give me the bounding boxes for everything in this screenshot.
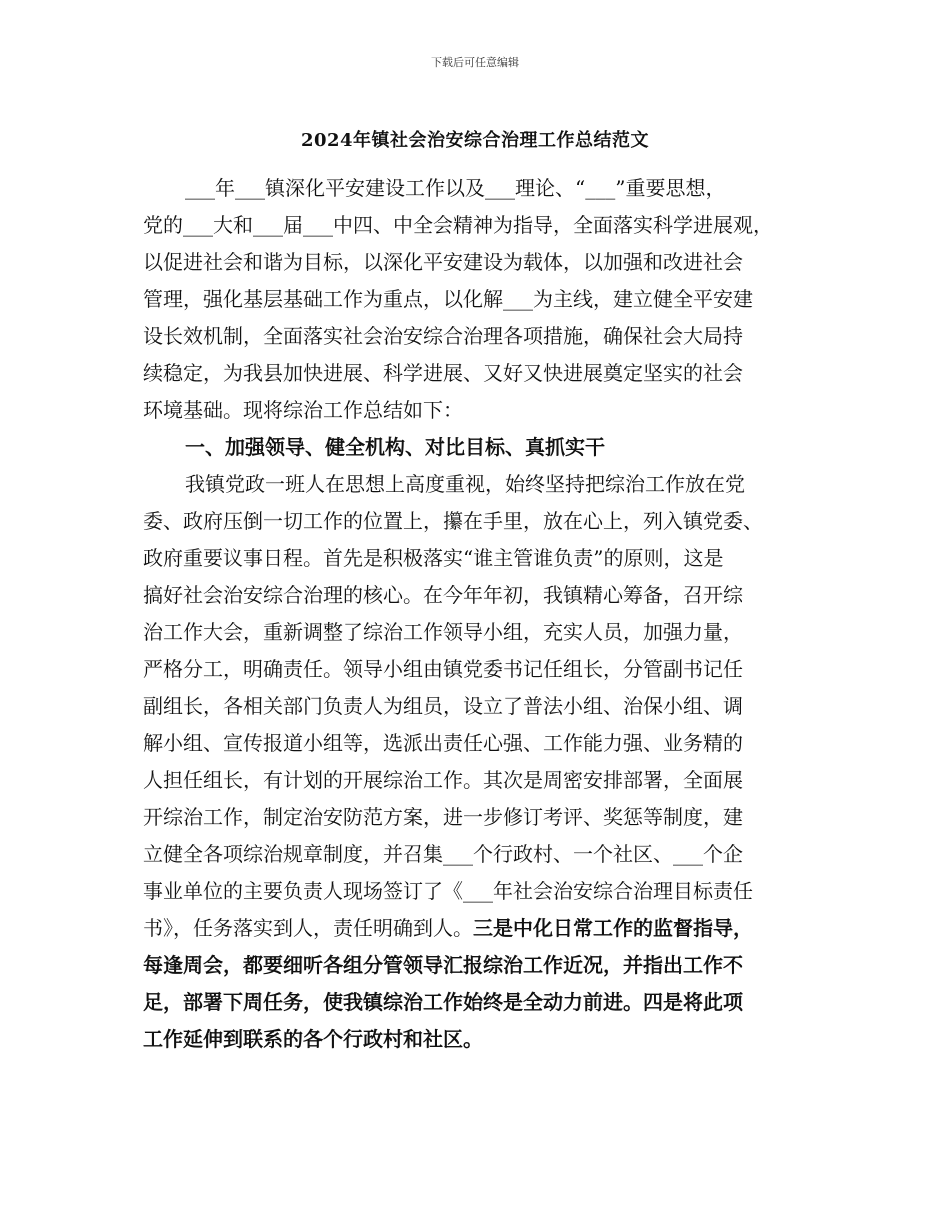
line-text: 立健全各项综治规章制度，并召集___个行政村、一个社区、___个企 — [143, 842, 743, 866]
line-text: 环境基础。现将综治工作总结如下： — [143, 398, 463, 422]
paragraph-line — [143, 836, 833, 873]
paragraph-line — [143, 799, 833, 836]
line-text: 严格分工，明确责任。领导小组由镇党委书记任组长，分管副书记任 — [143, 657, 743, 681]
paragraph-line — [143, 614, 833, 651]
line-text: ___年___镇深化平安建设工作以及___理论、“___”重要思想， — [185, 176, 726, 200]
line-text: 开综治工作，制定治安防范方案，进一步修订考评、奖惩等制度，建 — [143, 805, 743, 829]
paragraph-line — [143, 651, 833, 688]
paragraph-line — [143, 725, 833, 762]
paragraph-line — [143, 503, 833, 540]
document-body — [143, 170, 833, 1058]
line-bold-text: 工作延伸到联系的各个行政村和社区。 — [143, 1027, 483, 1051]
line-text: 续稳定，为我县加快进展、科学进展、又好又快进展奠定坚实的社会 — [143, 361, 743, 385]
paragraph-line — [143, 244, 833, 281]
line-text: 党的___大和___届___中四、中全会精神为指导，全面落实科学进展观， — [143, 213, 773, 237]
section-heading — [143, 429, 833, 466]
line-text: 政府重要议事日程。首先是积极落实“谁主管谁负责”的原则，这是 — [143, 546, 724, 570]
line-text: 设长效机制，全面落实社会治安综合治理各项措施，确保社会大局持 — [143, 324, 743, 348]
paragraph-line — [143, 466, 833, 503]
paragraph-line — [143, 873, 833, 910]
line-text: 以促进社会和谐为目标，以深化平安建设为载体，以加强和改进社会 — [143, 250, 743, 274]
line-text: 委、政府压倒一切工作的位置上，攥在手里，放在心上，列入镇党委、 — [143, 509, 763, 533]
line-bold-text: 足，部署下周任务，使我镇综治工作始终是全动力前进。四是将此项 — [143, 990, 743, 1014]
line-text: 书》，任务落实到人，责任明确到人。 — [143, 916, 473, 940]
paragraph-line — [143, 207, 833, 244]
paragraph-line — [143, 1021, 833, 1058]
paragraph-line — [143, 762, 833, 799]
line-text: 副组长，各相关部门负责人为组员，设立了普法小组、治保小组、调 — [143, 694, 743, 718]
document-title: 2024年镇社会治安综合治理工作总结范文 — [300, 130, 650, 151]
line-text: 人担任组长，有计划的开展综治工作。其次是周密安排部署，全面展 — [143, 768, 743, 792]
paragraph-line — [143, 318, 833, 355]
paragraph-line — [143, 910, 833, 947]
line-text: 搞好社会治安综合治理的核心。在今年年初，我镇精心筹备，召开综 — [143, 583, 743, 607]
paragraph-line — [143, 281, 833, 318]
line-bold-text: 每逢周会，都要细听各组分管领导汇报综治工作近况，并指出工作不 — [143, 953, 743, 977]
paragraph-line — [143, 947, 833, 984]
line-text: 我镇党政一班人在思想上高度重视，始终坚持把综治工作放在党 — [185, 472, 745, 496]
line-text: 管理，强化基层基础工作为重点，以化解___为主线，建立健全平安建 — [143, 287, 753, 311]
paragraph-line — [143, 577, 833, 614]
paragraph-line — [143, 540, 833, 577]
line-text: 事业单位的主要负责人现场签订了《___年社会治安综合治理目标责任 — [143, 879, 753, 903]
paragraph-line — [143, 170, 833, 207]
paragraph-line — [143, 392, 833, 429]
paragraph-line — [143, 355, 833, 392]
line-text: 治工作大会，重新调整了综治工作领导小组，充实人员，加强力量， — [143, 620, 743, 644]
paragraph-line — [143, 688, 833, 725]
line-text: 解小组、宣传报道小组等，选派出责任心强、工作能力强、业务精的 — [143, 731, 743, 755]
line-text: 一、加强领导、健全机构、对比目标、真抓实干 — [185, 435, 605, 459]
page-header-note: 下载后可任意编辑 — [431, 56, 519, 69]
line-bold-text: 三是中化日常工作的监督指导， — [473, 916, 753, 940]
paragraph-line — [143, 984, 833, 1021]
